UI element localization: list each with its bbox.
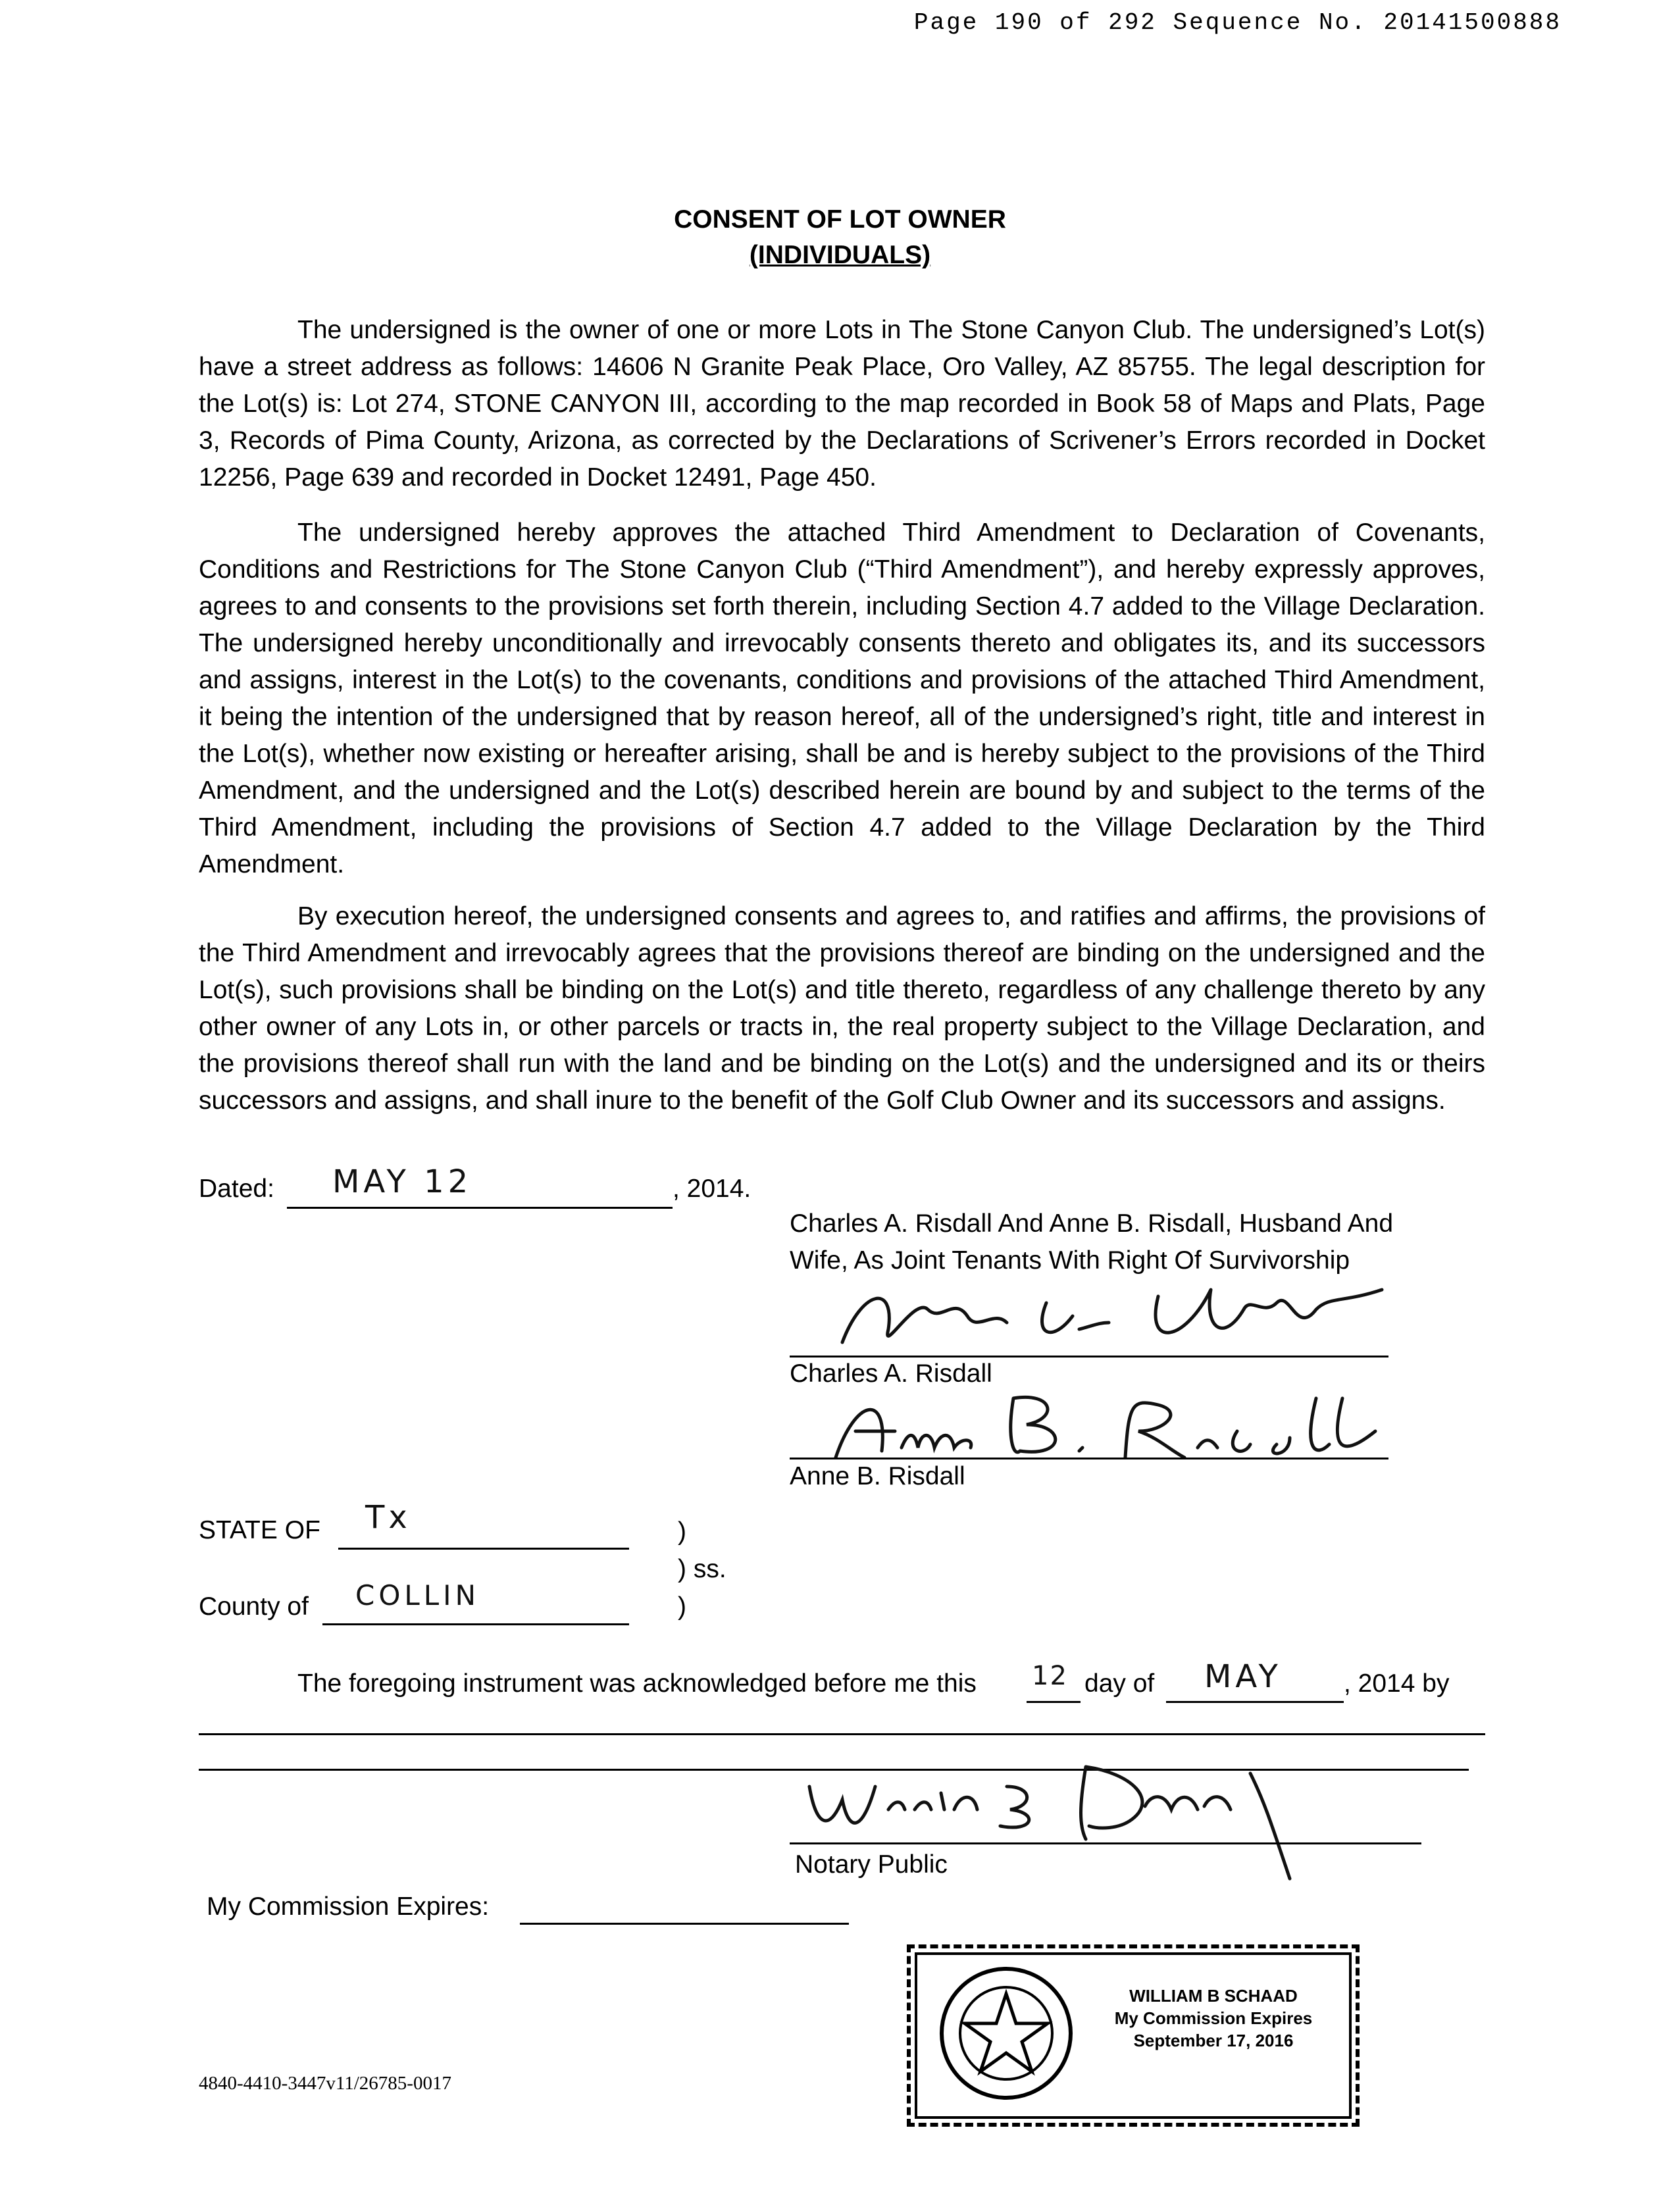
acknowledgment-suffix: , 2014 by: [1344, 1669, 1450, 1698]
stamp-commission-label: My Commission Expires: [1114, 2008, 1313, 2028]
county-label: County of: [199, 1592, 309, 1621]
county-line: [322, 1623, 629, 1625]
stamp-commission-date: September 17, 2016: [1133, 2031, 1294, 2050]
notary-signature-line: [790, 1842, 1421, 1844]
acknowledgment-prefix: The foregoing instrument was acknowledged before me this: [297, 1669, 977, 1698]
signers-description-line2: Wife, As Joint Tenants With Right Of Survivorship: [790, 1246, 1350, 1275]
dated-handwritten: MAY 12: [332, 1163, 472, 1200]
dated-year: , 2014.: [673, 1175, 751, 1203]
commission-line: [520, 1923, 849, 1925]
notary-stamp: [907, 1944, 1360, 2127]
signers-description-line1: Charles A. Risdall And Anne B. Risdall, Husband And: [790, 1209, 1394, 1238]
state-label: STATE OF: [199, 1516, 320, 1544]
venue-paren-1: ): [678, 1517, 686, 1546]
signer2-name: Anne B. Risdall: [790, 1462, 965, 1490]
paragraph-ownership: The undersigned is the owner of one or more Lots in The Stone Canyon Club. The undersigned’s Lot(s) have a street address as follows: 14606 N Granite Peak Place, Oro Valley, AZ 85755. The legal description for the Lot(s) is: Lot 274, STONE CANYON III, according to the map recorded in Book 58 of Maps and Plats, Page 3, Records of Pima County, Arizona, as corrected by the Declarations of Scrivener’s Errors recorded in Docket 12256, Page 639 and recorded in Docket 12491, Page 450.: [199, 316, 1485, 492]
dated-label: Dated:: [199, 1175, 274, 1203]
venue-ss: ) ss.: [678, 1555, 726, 1583]
ack-month-handwritten: MAY: [1204, 1658, 1282, 1695]
venue-paren-3: ): [678, 1592, 686, 1621]
notary-label: Notary Public: [795, 1850, 948, 1879]
document-title: CONSENT OF LOT OWNER: [674, 205, 1006, 234]
paragraph-ratification: By execution hereof, the undersigned consents and agrees to, and ratifies and affirms, the provisions of the Third Amendment and irrevocably agrees that the provisions thereof are binding on the undersigned and the Lot(s), such provisions shall be binding on the Lot(s) and title thereto, regardless of any challenge thereto by any other owner of any Lots in, or other parcels or tracts in, the real property subject to the Village Declaration, and the provisions thereof shall run with the land and be binding on the Lot(s) and the undersigned and its or theirs successors and assigns, and shall inure to the benefit of the Golf Club Owner and its successors and assigns.: [199, 902, 1485, 1115]
acknowledgment-day-of: day of: [1084, 1669, 1155, 1698]
ack-day-handwritten: 12: [1032, 1661, 1068, 1691]
signer1-name: Charles A. Risdall: [790, 1359, 992, 1388]
ack-month-line: [1166, 1701, 1344, 1703]
signature-line-charles: [790, 1356, 1388, 1357]
document-subtitle: (INDIVIDUALS): [749, 241, 931, 269]
state-line: [338, 1548, 629, 1550]
county-value-handwritten: COLLIN: [355, 1579, 480, 1611]
ack-day-line: [1027, 1701, 1081, 1703]
acknowledgment-line-1: [199, 1733, 1485, 1735]
page-header: Page 190 of 292 Sequence No. 20141500888: [913, 9, 1562, 36]
signature-line-anne: [790, 1458, 1388, 1459]
state-value-handwritten: Tx: [365, 1499, 411, 1536]
paragraph-approval: The undersigned hereby approves the attached Third Amendment to Declaration of Covenants, Conditions and Restrictions for The Stone Canyon Club (“Third Amendment”), and hereby expressly approves, agrees to and consents to the provisions set forth therein, including Section 4.7 added to the Village Declaration. The undersigned hereby unconditionally and irrevocably consents thereto and obligates its, and its successors and assigns, interest in the Lot(s) to the covenants, conditions and provisions of the attached Third Amendment, it being the intention of the undersigned that by reason hereof, all of the undersigned’s right, title and interest in the Lot(s), whether now existing or hereafter arising, shall be and is hereby subject to the provisions of the Third Amendment, and the undersigned and the Lot(s) described herein are bound by and subject to the terms of the Third Amendment, including the provisions of Section 4.7 added to the Village Declaration by the Third Amendment.: [199, 519, 1485, 878]
notary-seal-icon: [937, 1964, 1075, 2102]
document-id: 4840-4410-3447v11/26785-0017: [199, 2073, 451, 2094]
stamp-text-block: [1088, 1985, 1338, 2052]
signature-charles: [816, 1270, 1395, 1362]
dated-line: [287, 1207, 673, 1209]
commission-label: My Commission Expires:: [207, 1892, 490, 1921]
stamp-name: WILLIAM B SCHAAD: [1129, 1986, 1298, 2006]
